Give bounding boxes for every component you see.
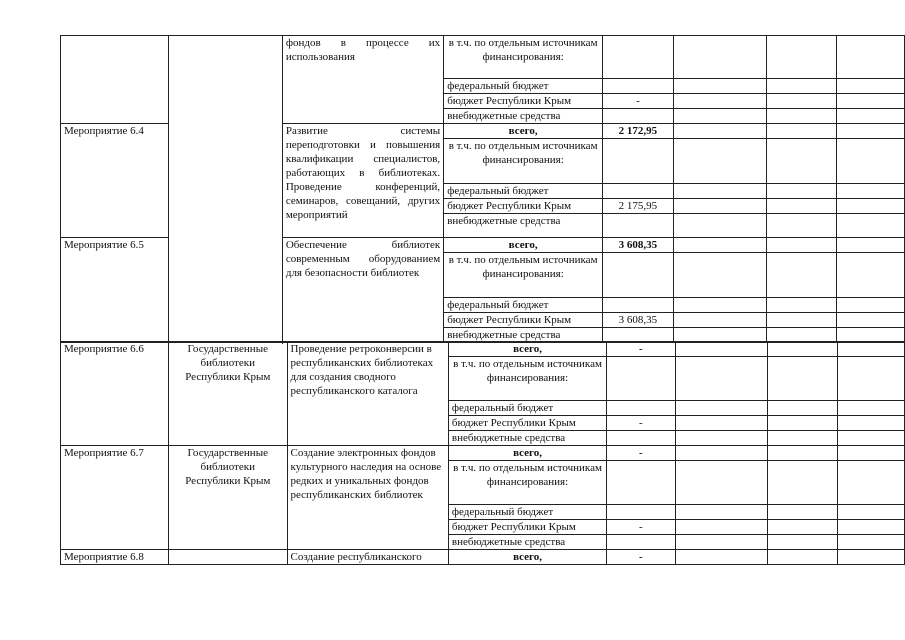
empty-cell [837, 342, 904, 357]
activity-label: Мероприятие 6.8 [61, 550, 169, 565]
empty-cell [675, 416, 767, 431]
empty-cell [766, 94, 837, 109]
empty-cell [767, 505, 837, 520]
empty-cell [673, 253, 766, 298]
amount-cell [603, 139, 674, 184]
activity-description: Создание электронных фондов культурного наследия на основе редких и уникальных фондов республиканских библиотек [287, 446, 448, 550]
federal-budget-label: федеральный бюджет [444, 79, 603, 94]
empty-cell [675, 535, 767, 550]
empty-cell [673, 199, 766, 214]
empty-cell [673, 298, 766, 313]
table-row [61, 550, 905, 565]
republic-amount: - [607, 416, 675, 431]
empty-cell [837, 313, 905, 328]
empty-cell [766, 253, 837, 298]
empty-cell [675, 505, 767, 520]
table-row [61, 446, 905, 461]
empty-cell [767, 431, 837, 446]
empty-cell [766, 79, 837, 94]
amount-cell [603, 298, 674, 313]
empty-cell [837, 253, 905, 298]
amount-cell [603, 184, 674, 199]
empty-cell [766, 36, 837, 79]
republic-budget-label: бюджет Республики Крым [448, 416, 606, 431]
total-label: всего, [448, 446, 606, 461]
activity-description: фондов в процессе их использования [282, 36, 443, 124]
total-amount: 3 608,35 [603, 238, 674, 253]
table-row [61, 36, 905, 79]
empty-cell [673, 139, 766, 184]
incl-sources-label: в т.ч. по отдельным источникам финансирования: [448, 357, 606, 401]
executor-cell [169, 550, 288, 565]
offbudget-label: внебюджетные средства [444, 109, 603, 124]
empty-cell [767, 520, 837, 535]
republic-amount: - [603, 94, 674, 109]
empty-cell [837, 535, 904, 550]
republic-budget-label: бюджет Республики Крым [444, 313, 603, 328]
amount-cell [607, 461, 675, 505]
republic-amount: 2 175,95 [603, 199, 674, 214]
empty-cell [837, 416, 904, 431]
empty-cell [675, 446, 767, 461]
empty-cell [837, 520, 904, 535]
empty-cell [837, 550, 904, 565]
activity-label: Мероприятие 6.7 [61, 446, 169, 550]
empty-cell [675, 550, 767, 565]
activity-description: Развитие системы переподготовки и повышения квалификации специалистов, работающих в библиотеках. Проведение конференций, семинаров, совещаний, других мероприятий [282, 124, 443, 238]
empty-cell [766, 139, 837, 184]
empty-cell [837, 214, 905, 238]
incl-sources-label: в т.ч. по отдельным источникам финансирования: [444, 253, 603, 298]
incl-sources-label: в т.ч. по отдельным источникам финансирования: [444, 36, 603, 79]
empty-cell [837, 446, 904, 461]
total-label: всего, [444, 124, 603, 139]
empty-cell [675, 431, 767, 446]
amount-cell [607, 431, 675, 446]
offbudget-label: внебюджетные средства [448, 535, 606, 550]
empty-cell [837, 124, 905, 139]
empty-cell [675, 520, 767, 535]
empty-cell [766, 124, 837, 139]
activity-label: Мероприятие 6.4 [61, 124, 169, 238]
financing-table [60, 35, 905, 343]
empty-cell [837, 199, 905, 214]
amount-cell [603, 36, 674, 79]
empty-cell [837, 357, 904, 401]
empty-cell [675, 461, 767, 505]
activity-description: Создание республиканского [287, 550, 448, 565]
total-amount: - [607, 342, 675, 357]
republic-budget-label: бюджет Республики Крым [448, 520, 606, 535]
empty-cell [837, 505, 904, 520]
empty-cell [767, 342, 837, 357]
empty-cell [673, 214, 766, 238]
empty-cell [837, 79, 905, 94]
total-label: всего, [444, 238, 603, 253]
amount-cell [603, 109, 674, 124]
empty-cell [837, 298, 905, 313]
republic-amount: - [607, 520, 675, 535]
total-amount: 2 172,95 [603, 124, 674, 139]
empty-cell [766, 199, 837, 214]
empty-cell [837, 401, 904, 416]
empty-cell [673, 109, 766, 124]
table-row [61, 342, 905, 357]
federal-budget-label: федеральный бюджет [444, 298, 603, 313]
empty-cell [766, 214, 837, 238]
empty-cell [673, 94, 766, 109]
total-label: всего, [448, 342, 606, 357]
empty-cell [837, 238, 905, 253]
federal-budget-label: федеральный бюджет [448, 401, 606, 416]
activity-description: Проведение ретроконверсии в республиканских библиотеках для создания сводного республиканского каталога [287, 342, 448, 446]
activity-description: Обеспечение библиотек современным оборудованием для безопасности библиотек [282, 238, 443, 343]
activity-label: Мероприятие 6.6 [61, 342, 169, 446]
incl-sources-label: в т.ч. по отдельным источникам финансирования: [444, 139, 603, 184]
republic-amount: 3 608,35 [603, 313, 674, 328]
executor: Государственные библиотеки Республики Крым [169, 342, 288, 446]
executor: Государственные библиотеки Республики Крым [169, 446, 288, 550]
incl-sources-label: в т.ч. по отдельным источникам финансирования: [448, 461, 606, 505]
empty-cell [766, 298, 837, 313]
offbudget-label: внебюджетные средства [448, 431, 606, 446]
federal-budget-label: федеральный бюджет [448, 505, 606, 520]
empty-cell [767, 446, 837, 461]
empty-cell [673, 313, 766, 328]
amount-cell [603, 253, 674, 298]
offbudget-label: внебюджетные средства [444, 214, 603, 238]
empty-cell [837, 109, 905, 124]
amount-cell [607, 357, 675, 401]
amount-cell [603, 79, 674, 94]
amount-cell [603, 214, 674, 238]
executor-cell [169, 36, 283, 343]
empty-cell [767, 550, 837, 565]
empty-cell [837, 431, 904, 446]
empty-cell [673, 36, 766, 79]
empty-cell [673, 184, 766, 199]
empty-cell [837, 36, 905, 79]
financing-table-continued [60, 341, 905, 565]
empty-cell [675, 342, 767, 357]
activity-label: Мероприятие 6.5 [61, 238, 169, 343]
amount-cell [607, 505, 675, 520]
total-label: всего, [448, 550, 606, 565]
empty-cell [837, 94, 905, 109]
republic-budget-label: бюджет Республики Крым [444, 199, 603, 214]
empty-cell [675, 357, 767, 401]
empty-cell [837, 461, 904, 505]
total-amount: - [607, 550, 675, 565]
empty-cell [673, 238, 766, 253]
empty-cell [767, 416, 837, 431]
republic-budget-label: бюджет Республики Крым [444, 94, 603, 109]
empty-cell [767, 535, 837, 550]
empty-cell [837, 139, 905, 184]
empty-cell [766, 313, 837, 328]
offbudget-label: внебюджетные средства [444, 328, 603, 343]
empty-cell [673, 79, 766, 94]
empty-cell [673, 124, 766, 139]
empty-cell [766, 238, 837, 253]
empty-cell [766, 184, 837, 199]
amount-cell [607, 535, 675, 550]
activity-label-cell [61, 36, 169, 124]
empty-cell [767, 461, 837, 505]
empty-cell [766, 109, 837, 124]
empty-cell [837, 184, 905, 199]
amount-cell [607, 401, 675, 416]
empty-cell [767, 401, 837, 416]
empty-cell [675, 401, 767, 416]
empty-cell [767, 357, 837, 401]
federal-budget-label: федеральный бюджет [444, 184, 603, 199]
total-amount: - [607, 446, 675, 461]
